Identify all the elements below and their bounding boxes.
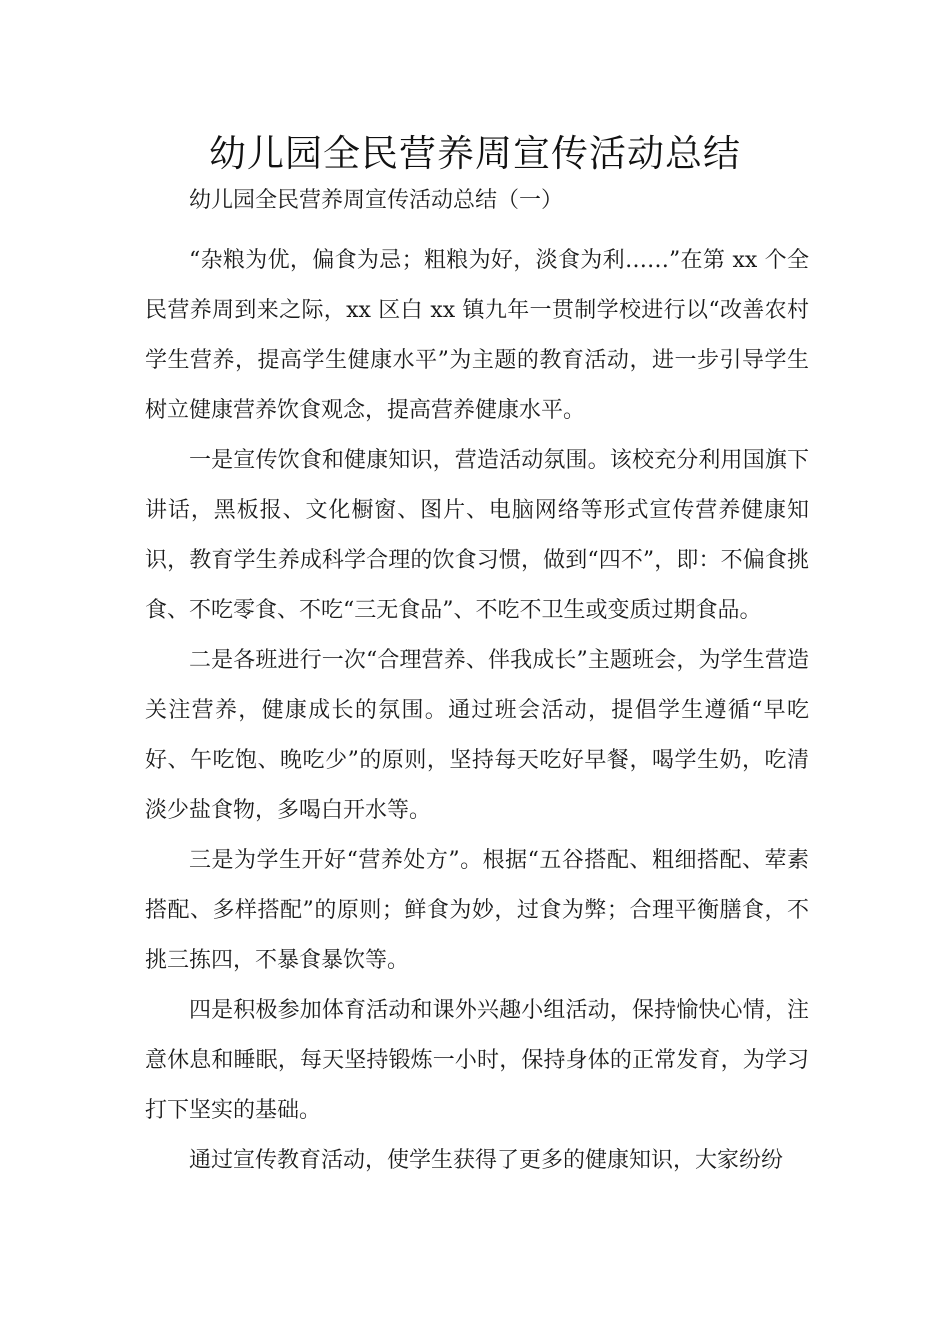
document-body: [145, 236, 809, 1186]
paragraph-point-1: 一是宣传饮食和健康知识，营造活动氛围。该校充分利用国旗下讲话，黑板报、文化橱窗、图片、电脑网络等形式宣传营养健康知识，教育学生养成科学合理的饮食习惯，做到“四不”，即：不偏食挑食、不吃零食、不吃“三无食品”、不吃不卫生或变质过期食品。: [145, 448, 809, 623]
paragraph-conclusion: 通过宣传教育活动，使学生获得了更多的健康知识，大家纷纷: [189, 1148, 784, 1173]
paragraph-point-4: 四是积极参加体育活动和课外兴趣小组活动，保持愉快心情，注意休息和睡眠，每天坚持锻炼一小时，保持身体的正常发育，为学习打下坚实的基础。: [145, 998, 809, 1123]
document-title: 幼儿园全民营养周宣传活动总结: [209, 132, 741, 175]
paragraph-point-2: 二是各班进行一次“合理营养、伴我成长”主题班会，为学生营造关注营养，健康成长的氛围。通过班会活动，提倡学生遵循“早吃好、午吃饱、晚吃少”的原则，坚持每天吃好早餐，喝学生奶，吃清淡少盐食物，多喝白开水等。: [145, 648, 809, 823]
paragraph-point-3: 三是为学生开好“营养处方”。根据“五谷搭配、粗细搭配、荤素搭配、多样搭配”的原则；鲜食为妙，过食为弊；合理平衡膳食，不挑三拣四，不暴食暴饮等。: [145, 848, 809, 973]
document-subtitle: 幼儿园全民营养周宣传活动总结（一）: [189, 188, 564, 213]
paragraph-intro: “杂粮为优，偏食为忌；粗粮为好，淡食为利……”在第 xx 个全民营养周到来之际，xx 区白 xx 镇九年一贯制学校进行以“改善农村学生营养，提高学生健康水平”为主题的教育活动，进一步引导学生树立健康营养饮食观念，提高营养健康水平。: [145, 248, 809, 423]
